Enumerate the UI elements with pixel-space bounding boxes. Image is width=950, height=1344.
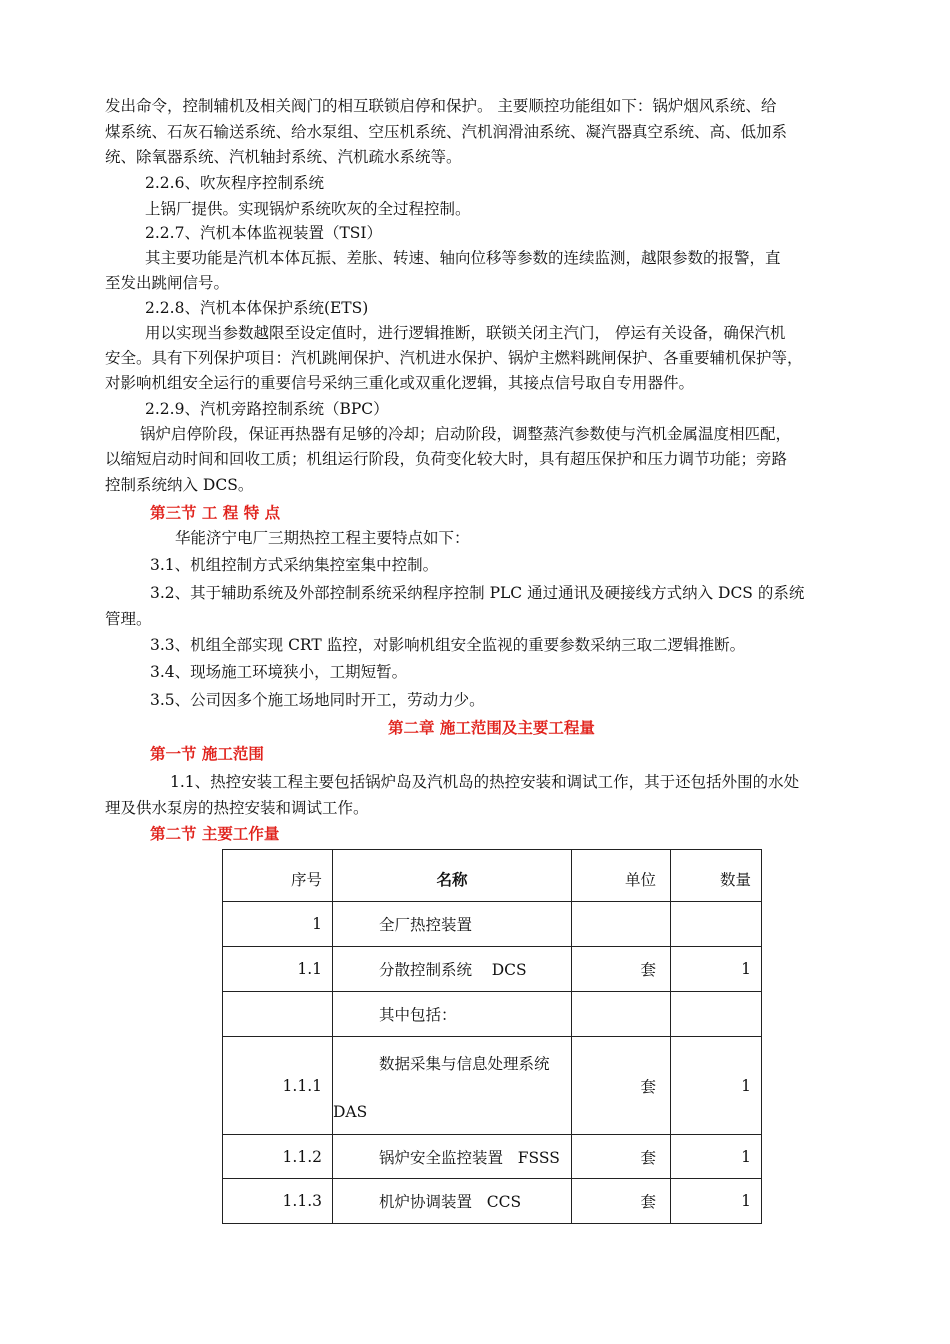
cell-unit: 套 <box>572 1179 671 1224</box>
text-line: 安全。具有下列保护项目：汽机跳闸保护、汽机进水保护、锅炉主燃料跳闸保护、各重要辅机保护等， <box>105 349 803 367</box>
text-line: 发出命令，控制辅机及相关阀门的相互联锁启停和保护。 主要顺控功能组如下：锅炉烟风系统、给 <box>105 97 777 115</box>
table-row <box>223 992 762 1037</box>
text-line: 统、除氧器系统、汽机轴封系统、汽机疏水系统等。 <box>105 148 462 166</box>
cell-no: 1.1.2 <box>223 1135 333 1179</box>
feature-3-4: 3.4、现场施工环境狭小，工期短暂。 <box>150 663 408 681</box>
cell-name <box>333 947 572 992</box>
text-line: 其主要功能是汽机本体瓦振、差胀、转速、轴向位移等参数的连续监测，越限参数的报警，直 <box>145 249 781 267</box>
section-heading-2-2-7: 2.2.7、汽机本体监视装置（TSI） <box>145 224 383 242</box>
cell-no: 1.1.1 <box>223 1037 333 1135</box>
table-row <box>223 1135 762 1179</box>
cell-unit <box>572 992 671 1037</box>
text-line: 对影响机组安全运行的重要信号采纳三重化或双重化逻辑，其接点信号取自专用器件。 <box>105 374 695 392</box>
cell-no: 1.1 <box>223 947 333 992</box>
header-name: 名称 <box>333 850 572 902</box>
cell-unit: 套 <box>572 947 671 992</box>
cell-name-text: 数据采集与信息处理系统 <box>379 1054 550 1073</box>
text-line: 用以实现当参数越限至设定值时，进行逻辑推断，联锁关闭主汽门， 停运有关设备，确保汽机 <box>145 324 786 342</box>
table-row <box>223 1037 762 1135</box>
feature-3-2: 3.2、其于辅助系统及外部控制系统采纳程序控制 PLC 通过通讯及硬接线方式纳入 DCS 的系统 <box>150 584 805 602</box>
cell-unit: 套 <box>572 1037 671 1135</box>
header-no: 序号 <box>223 850 333 902</box>
cell-name-text: 机炉协调装置 CCS <box>379 1193 522 1211</box>
cell-qty <box>671 992 762 1037</box>
feature-3-1: 3.1、机组控制方式采纳集控室集中控制。 <box>150 556 439 574</box>
cell-unit: 套 <box>572 1135 671 1179</box>
cell-name-text: 锅炉安全监控装置 FSSS <box>379 1148 560 1167</box>
feature-3-5: 3.5、公司因多个施工场地同时开工，劳动力少。 <box>150 691 485 709</box>
text-line: 管理。 <box>105 610 152 628</box>
cell-unit <box>572 902 671 947</box>
table-row <box>223 902 762 947</box>
cell-qty <box>671 902 762 947</box>
text-line: 以缩短启动时间和回收工质；机组运行阶段，负荷变化较大时，具有超压保护和压力调节功能；旁路 <box>105 450 788 468</box>
cell-no: 1.1.3 <box>223 1179 333 1224</box>
cell-qty: 1 <box>671 1037 762 1135</box>
section-heading-2-2-9: 2.2.9、汽机旁路控制系统（BPC） <box>145 400 389 418</box>
cell-name-text: 分散控制系统 DCS <box>379 961 527 979</box>
section-title-3: 第三节 工 程 特 点 <box>150 503 281 522</box>
text-line: 锅炉启停阶段，保证再热器有足够的冷却；启动阶段，调整蒸汽参数使与汽机金属温度相匹配， <box>140 425 792 443</box>
header-qty: 数量 <box>671 850 762 902</box>
cell-qty: 1 <box>671 947 762 992</box>
cell-no: 1 <box>223 902 333 947</box>
text-line: 1.1、热控安装工程主要包括锅炉岛及汽机岛的热控安装和调试工作，其于还包括外围的水处 <box>170 773 800 791</box>
cell-name <box>333 1179 572 1224</box>
cell-name <box>333 902 572 947</box>
text-line: 理及供水泵房的热控安装和调试工作。 <box>105 799 369 817</box>
table-header-row <box>223 850 762 902</box>
cell-name <box>333 1135 572 1179</box>
cell-name-text: 其中包括： <box>379 1006 457 1024</box>
cell-name <box>333 992 572 1037</box>
section-title-2: 第二节 主要工作量 <box>150 824 280 843</box>
section-heading-2-2-6: 2.2.6、吹灰程序控制系统 <box>145 174 324 192</box>
section-title-1: 第一节 施工范围 <box>150 744 264 763</box>
table-row <box>223 947 762 992</box>
header-unit: 单位 <box>572 850 671 902</box>
chapter-2-title: 第二章 施工范围及主要工程量 <box>388 718 595 737</box>
section-heading-2-2-8: 2.2.8、汽机本体保护系统(ETS) <box>145 299 369 317</box>
feature-3-3: 3.3、机组全部实现 CRT 监控，对影响机组安全监视的重要参数采纳三取二逻辑推断。 <box>150 636 746 654</box>
cell-name-text-cont: DAS <box>333 1102 368 1121</box>
cell-name <box>333 1037 572 1135</box>
text-line: 煤系统、石灰石输送系统、给水泵组、空压机系统、汽机润滑油系统、凝汽器真空系统、高、低加系 <box>105 123 788 141</box>
table-row <box>223 1179 762 1224</box>
workload-table <box>222 849 762 1224</box>
cell-qty: 1 <box>671 1179 762 1224</box>
text-line: 至发出跳闸信号。 <box>105 274 230 292</box>
cell-name-text: 全厂热控装置 <box>379 916 473 934</box>
text-line: 上锅厂提供。实现锅炉系统吹灰的全过程控制。 <box>145 200 471 218</box>
cell-no <box>223 992 333 1037</box>
cell-qty: 1 <box>671 1135 762 1179</box>
text-line: 华能济宁电厂三期热控工程主要特点如下： <box>175 529 470 547</box>
text-line: 控制系统纳入 DCS。 <box>105 476 254 494</box>
